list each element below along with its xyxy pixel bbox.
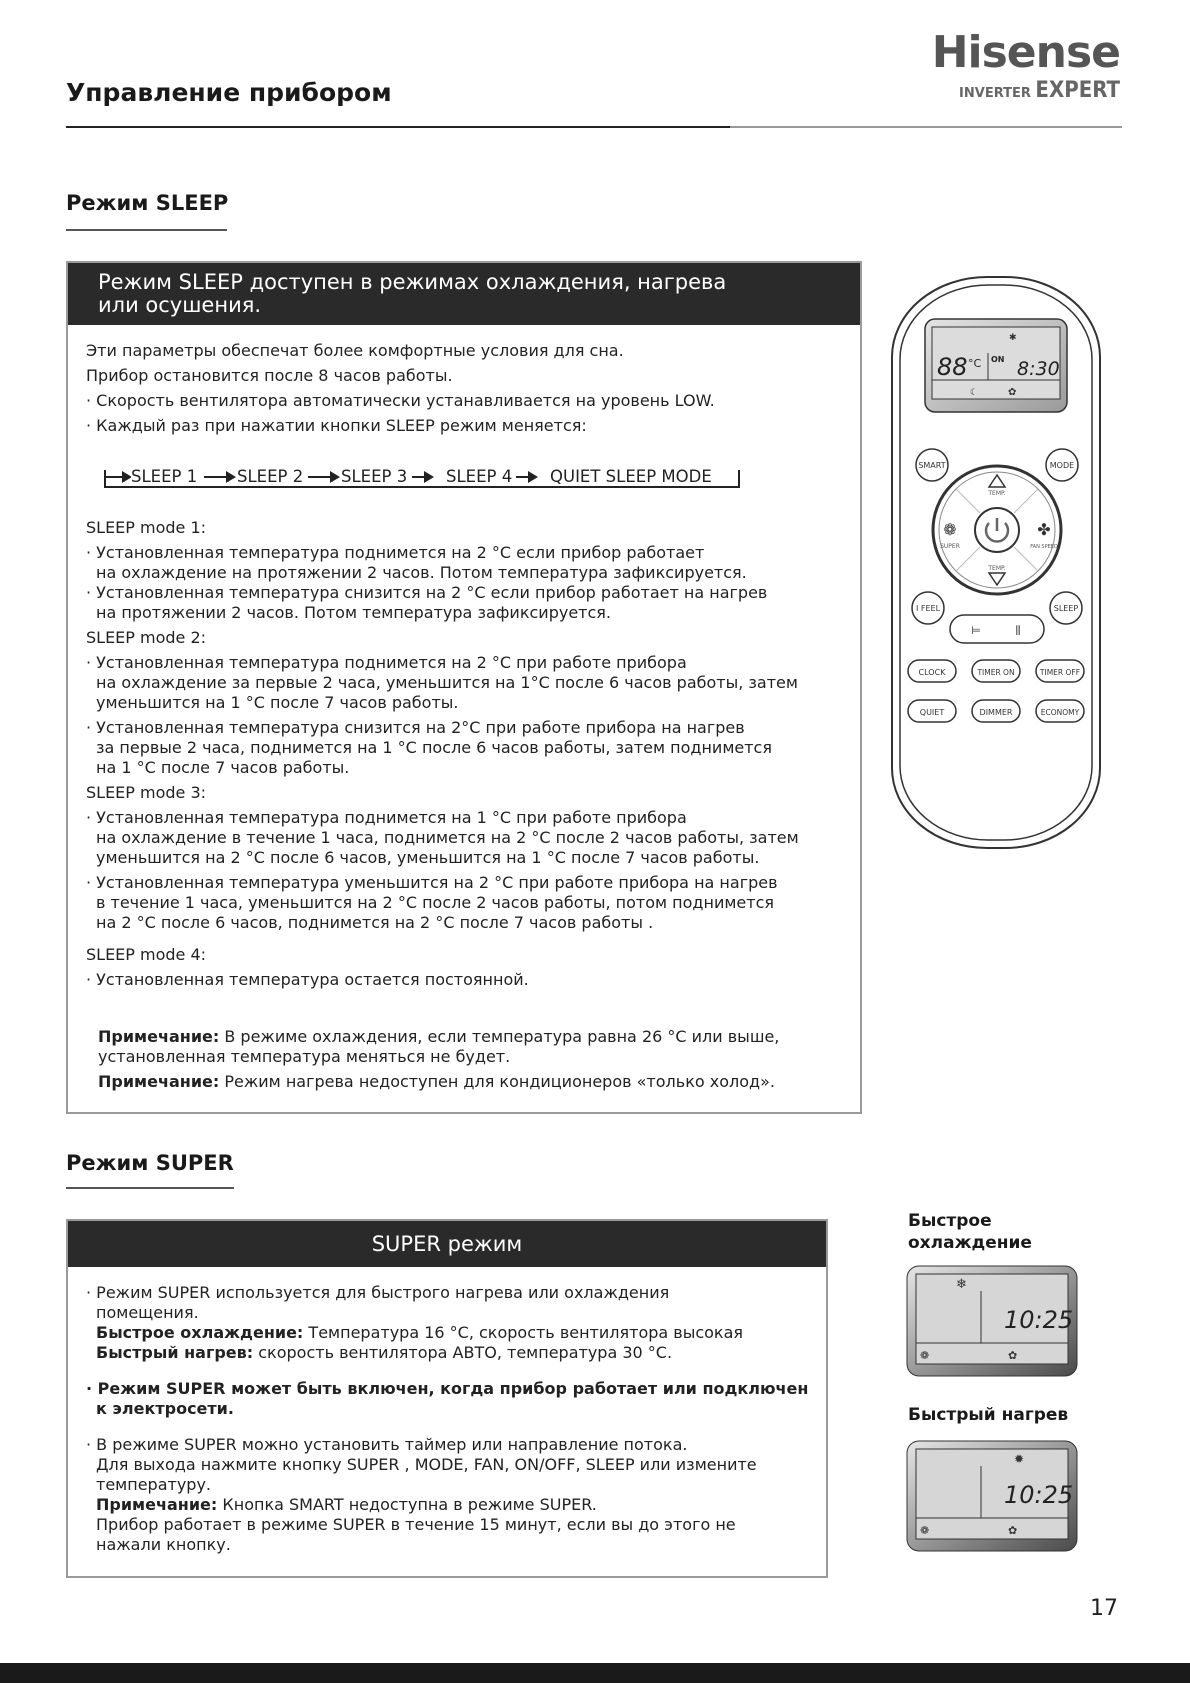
- super-title-underline: [66, 1187, 234, 1189]
- mode-button-label: MODE: [1049, 461, 1075, 470]
- swing-horizontal-icon: ⫼: [1015, 624, 1021, 637]
- super-text-line: нажали кнопку.: [96, 1535, 231, 1554]
- super-info-box: [66, 1219, 828, 1578]
- fast-cool-text: Температура 16 °С, скорость вентилятора высокая: [303, 1323, 744, 1342]
- super-text-line: · Режим SUPER используется для быстрого нагрева или охлаждения: [86, 1283, 670, 1302]
- sleep-modes: [86, 518, 846, 990]
- flow-step: QUIET SLEEP MODE: [550, 467, 712, 486]
- swing-button[interactable]: [950, 615, 1044, 643]
- note-label: Примечание:: [98, 1072, 220, 1091]
- temp-up-label: TEMP.: [988, 490, 1006, 497]
- super-content: [86, 1283, 816, 1555]
- snowflake-icon: ❄: [956, 1277, 967, 1292]
- mode2-line: уменьшится на 1 °С после 7 часов работы.: [96, 693, 459, 712]
- fast-cool-time: 10:25: [1004, 1306, 1074, 1334]
- flow-step: SLEEP 3: [341, 467, 408, 486]
- ifeel-button-label: I FEEL: [915, 604, 941, 613]
- intro-line: · Скорость вентилятора автоматически устанавливается на уровень LOW.: [86, 391, 715, 410]
- page-number: 17: [1090, 1596, 1118, 1621]
- note-text: Кнопка SMART недоступна в режиме SUPER.: [217, 1495, 597, 1514]
- sleep-note-2: [98, 1072, 838, 1092]
- mode3-title: SLEEP mode 3:: [86, 783, 207, 802]
- fast-cool-display: [906, 1265, 1078, 1377]
- fast-heat-label: Быстрый нагрев:: [96, 1343, 254, 1362]
- sleep-notes: [98, 1027, 838, 1092]
- mode4-title: SLEEP mode 4:: [86, 945, 207, 964]
- brand-sub-small: INVERTER: [959, 86, 1031, 101]
- mode2-title: SLEEP mode 2:: [86, 628, 207, 647]
- mode1-line: · Установленная температура поднимется на 2 °С если прибор работает: [86, 543, 705, 562]
- fan-speed-label: FAN SPEED: [1030, 544, 1058, 550]
- note-label: Примечание:: [98, 1027, 220, 1046]
- mode1-line: · Установленная температура снизится на 2 °С если прибор работает на нагрев: [86, 583, 768, 602]
- fan-icon: ✿: [1008, 1524, 1018, 1537]
- note-text: В режиме охлаждения, если температура равна 26 °С или выше,: [219, 1027, 780, 1046]
- sleep-title-underline: [66, 229, 227, 231]
- super-note-line: [86, 1495, 816, 1515]
- note-text: установленная температура меняться не будет.: [98, 1047, 511, 1066]
- super-text-line: Для выхода нажмите кнопку SUPER , MODE, FAN, ON/OFF, SLEEP или измените: [96, 1455, 757, 1474]
- sleep-heading-line-1: Режим SLEEP доступен в режимах охлаждения, нагрева: [98, 270, 727, 294]
- economy-button-label: ECONOMY: [1040, 708, 1080, 717]
- flow-step: SLEEP 1: [131, 467, 198, 486]
- mode3-line: · Установленная температура поднимется на 1 °С при работе прибора: [86, 808, 687, 827]
- mode3-line: на охлаждение в течение 1 часа, поднимется на 2 °С после 2 часов работы, затем: [96, 828, 799, 847]
- super-icon: ❁: [920, 1524, 930, 1537]
- fast-heat-time: 10:25: [1004, 1481, 1074, 1509]
- super-box-heading: SUPER режим: [68, 1221, 826, 1267]
- fast-heat-display: [906, 1440, 1078, 1552]
- remote-display-temp: 88: [937, 353, 968, 381]
- mode2-line: на 1 °С после 7 часов работы.: [96, 758, 350, 777]
- sleep-button-label: SLEEP: [1053, 604, 1079, 613]
- remote-display-on: ON: [991, 355, 1005, 364]
- fan-icon: ✿: [1008, 1349, 1018, 1362]
- brand-sub-large: EXPERT: [1035, 78, 1120, 103]
- temp-down-label: TEMP.: [988, 565, 1006, 572]
- sleep-heading-line-2: или осушения.: [98, 293, 262, 317]
- smart-button-label: SMART: [918, 461, 946, 470]
- note-label: Примечание:: [96, 1495, 218, 1514]
- remote-display-time: 8:30: [1017, 358, 1060, 380]
- fan-speed-icon[interactable]: ✤: [1037, 520, 1051, 539]
- bottom-bar: [0, 1663, 1190, 1683]
- mode1-line: на протяжении 2 часов. Потом температура зафиксируется.: [96, 603, 611, 622]
- super-icon[interactable]: ❁: [943, 520, 957, 539]
- mode2-line: на охлаждение за первые 2 часа, уменьшится на 1°С после 6 часов работы, затем: [96, 673, 798, 692]
- sleep-note-1: [98, 1027, 838, 1047]
- super-label: SUPER: [940, 543, 960, 550]
- mode1-line: на охлаждение на протяжении 2 часов. Потом температура зафиксируется.: [96, 563, 747, 582]
- super-section-title: Режим SUPER: [66, 1151, 234, 1175]
- super-text-line: Прибор работает в режиме SUPER в течение 15 минут, если вы до этого не: [96, 1515, 736, 1534]
- note-text: Режим нагрева недоступен для кондиционеров «только холод».: [219, 1072, 775, 1091]
- page-title: Управление прибором: [66, 78, 392, 107]
- remote-display-unit: °C: [968, 357, 982, 370]
- intro-line: · Каждый раз при нажатии кнопки SLEEP режим меняется:: [86, 416, 587, 435]
- super-text-line: температуру.: [96, 1475, 211, 1494]
- remote-control: [890, 275, 1102, 850]
- fast-cool-title-line: Быстрое: [908, 1211, 992, 1231]
- fast-heat-title: Быстрый нагрев: [908, 1405, 1069, 1425]
- sleep-box-heading: [68, 263, 860, 325]
- fast-heat-text: скорость вентилятора АВТО, температура 30 °С.: [253, 1343, 673, 1362]
- clock-button-label: CLOCK: [918, 668, 946, 677]
- fast-heat-line: [86, 1343, 816, 1363]
- header-divider-light: [730, 126, 1122, 128]
- brand-name: Hisense: [931, 27, 1120, 78]
- brand-logo: [915, 27, 1120, 103]
- mode3-line: · Установленная температура уменьшится на 2 °С при работе прибора на нагрев: [86, 873, 778, 892]
- remote-sleep-icon: ☾: [970, 388, 979, 398]
- mode2-line: · Установленная температура снизится на 2°С при работе прибора на нагрев: [86, 718, 745, 737]
- sleep-intro: [86, 338, 846, 438]
- mode2-line: за первые 2 часа, поднимется на 1 °С после 6 часов работы, затем поднимется: [96, 738, 772, 757]
- sleep-cycle-flow: [104, 467, 744, 491]
- super-icon: ❁: [920, 1349, 930, 1362]
- fast-cool-title: [908, 1210, 1032, 1254]
- super-text-line: помещения.: [96, 1303, 199, 1322]
- sun-icon: ✹: [1014, 1452, 1025, 1466]
- timer-on-button-label: TIMER ON: [977, 668, 1015, 677]
- mode3-line: в течение 1 часа, уменьшится на 2 °С после 2 часов работы, потом поднимется: [96, 893, 774, 912]
- sleep-section-title: Режим SLEEP: [66, 191, 229, 215]
- intro-line: Прибор остановится после 8 часов работы.: [86, 366, 453, 385]
- dimmer-button-label: DIMMER: [979, 708, 1013, 717]
- mode4-line: · Установленная температура остается постоянной.: [86, 970, 529, 989]
- swing-vertical-icon: ⊨: [971, 624, 981, 637]
- timer-off-button-label: TIMER OFF: [1039, 668, 1081, 677]
- fast-cool-title-line: охлаждение: [908, 1233, 1032, 1253]
- fast-cool-line: [86, 1323, 816, 1343]
- intro-line: Эти параметры обеспечат более комфортные условия для сна.: [86, 341, 624, 360]
- remote-fan-icon: ✿: [1008, 387, 1017, 398]
- super-bold-line: · Режим SUPER может быть включен, когда прибор работает или подключен: [86, 1379, 809, 1398]
- quiet-button-label: QUIET: [919, 708, 945, 717]
- mode3-line: на 2 °С после 6 часов, поднимется на 2 °С после 7 часов работы .: [96, 913, 654, 932]
- mode1-title: SLEEP mode 1:: [86, 518, 207, 537]
- flow-step: SLEEP 4: [446, 467, 513, 486]
- super-bold-line: к электросети.: [96, 1399, 234, 1418]
- fast-cool-label: Быстрое охлаждение:: [96, 1323, 304, 1342]
- mode2-line: · Установленная температура поднимется на 2 °С при работе прибора: [86, 653, 687, 672]
- sleep-info-box: [66, 261, 862, 1114]
- mode3-line: уменьшится на 2 °С после 6 часов, уменьшится на 1 °С после 7 часов работы.: [96, 848, 760, 867]
- flow-step: SLEEP 2: [237, 467, 304, 486]
- super-text-line: · В режиме SUPER можно установить таймер или направление потока.: [86, 1435, 688, 1454]
- remote-cool-icon: ✱: [1009, 333, 1017, 343]
